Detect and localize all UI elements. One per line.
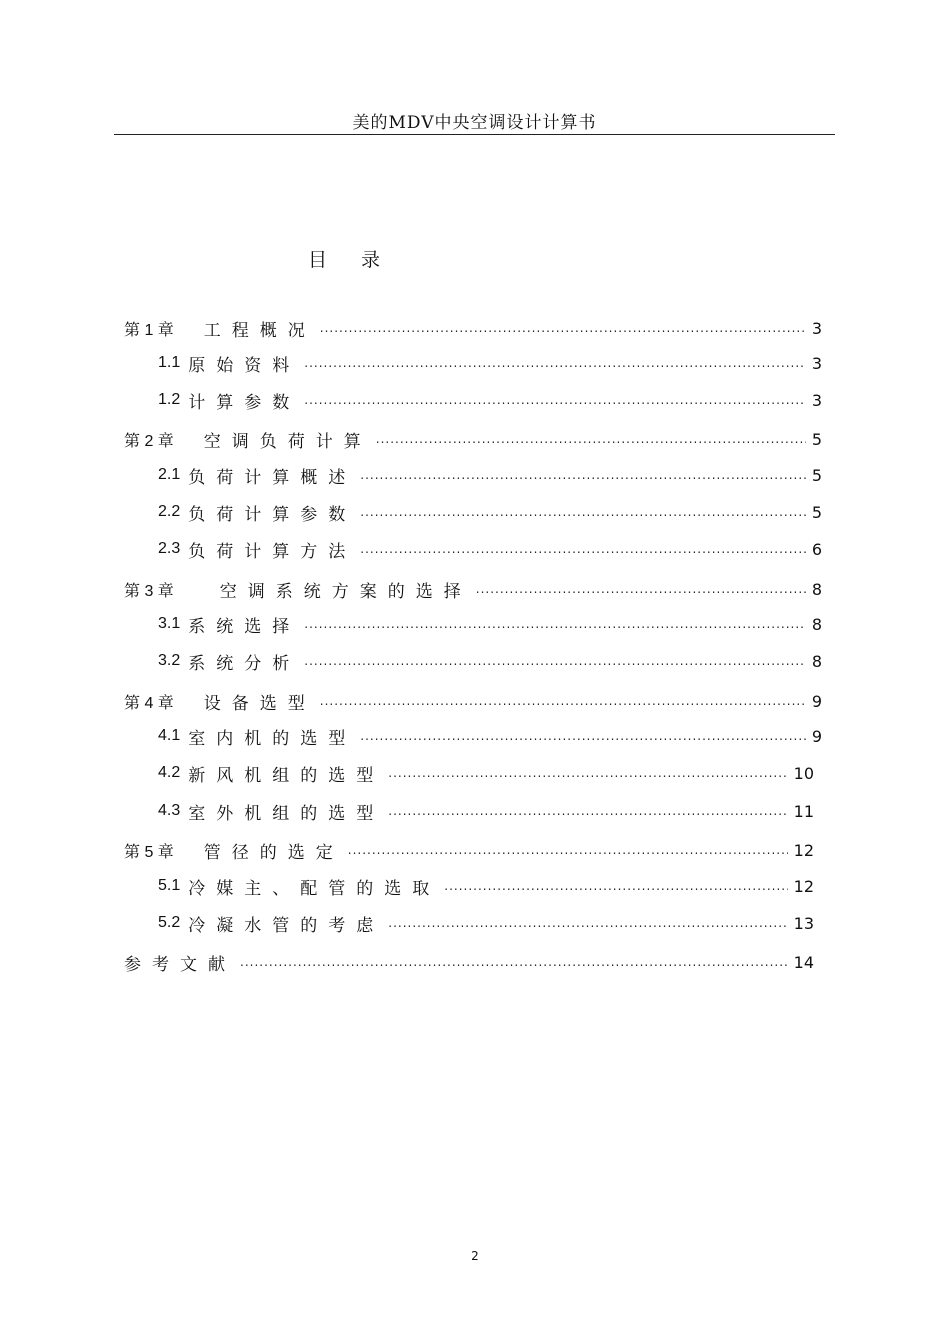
toc-entry-title: 空调负荷计算 (203, 431, 372, 452)
toc-entry-chapter-4[interactable] (124, 690, 822, 712)
toc-entry-title: 冷媒主、配管的选取 (188, 878, 441, 899)
toc-entry-label: 第 2 章 (124, 432, 174, 450)
toc-leader-dots (348, 839, 788, 861)
toc-entry-title: 负荷计算方法 (188, 541, 357, 562)
toc-title: 目 录 (308, 249, 395, 271)
toc-leader-dots (304, 613, 806, 635)
toc-entry-page: 12 (793, 840, 814, 860)
toc-entry-4-1[interactable] (158, 725, 822, 747)
toc-entry-3-1[interactable] (158, 613, 822, 635)
toc-leader-dots (320, 317, 806, 339)
toc-entry-page: 8 (811, 614, 822, 634)
toc-entry-chapter-2[interactable] (124, 428, 822, 450)
toc-entry-4-3[interactable] (158, 800, 814, 822)
toc-entry-title: 系统选择 (188, 616, 301, 637)
toc-leader-dots (376, 428, 806, 450)
toc-leader-dots (320, 690, 806, 712)
toc-entry-label: 5.1 (158, 877, 181, 894)
toc-entry-chapter-5[interactable] (124, 839, 814, 861)
toc-entry-title: 计算参数 (188, 392, 301, 413)
toc-leader-dots (304, 650, 806, 672)
toc-entry-chapter-1[interactable] (124, 317, 822, 339)
toc-entry-page: 8 (811, 579, 822, 599)
toc-leader-dots (444, 875, 787, 897)
toc-entry-page: 3 (811, 318, 822, 338)
toc-entry-page: 3 (811, 390, 822, 410)
toc-entry-title: 原始资料 (188, 355, 301, 376)
toc-entry-2-1[interactable] (158, 464, 822, 486)
toc-entry-label: 3.2 (158, 652, 181, 669)
toc-entry-title: 室内机的选型 (188, 728, 357, 749)
toc-entry-label: 第 3 章 (124, 582, 174, 600)
toc-entry-label: 1.1 (158, 354, 181, 371)
toc-entry-page: 3 (811, 353, 822, 373)
toc-entry-label: 2.3 (158, 540, 181, 557)
toc-entry-page: 9 (811, 726, 822, 746)
toc-leader-dots (476, 578, 806, 600)
toc-entry-title: 室外机组的选型 (188, 803, 385, 824)
toc-entry-label: 2.2 (158, 503, 181, 520)
toc-entry-page: 10 (793, 763, 814, 783)
toc-entry-title: 新风机组的选型 (188, 765, 385, 786)
toc-entry-2-3[interactable] (158, 538, 822, 560)
toc-entry-4-2[interactable] (158, 762, 814, 784)
toc-entry-label: 4.1 (158, 727, 181, 744)
toc-leader-dots (304, 389, 806, 411)
toc-entry-title: 管径的选定 (203, 842, 344, 863)
toc-entry-references[interactable] (124, 951, 814, 973)
toc-entry-page: 9 (811, 691, 822, 711)
toc-entry-label: 第 1 章 (124, 321, 174, 339)
toc-entry-5-1[interactable] (158, 875, 814, 897)
toc-entry-label: 4.2 (158, 764, 181, 781)
toc-entry-page: 11 (793, 801, 814, 821)
toc-leader-dots (304, 352, 806, 374)
toc-entry-title: 冷凝水管的考虑 (188, 915, 385, 936)
toc-entry-page: 5 (811, 429, 822, 449)
toc-entry-1-1[interactable] (158, 352, 822, 374)
toc-leader-dots (388, 800, 787, 822)
toc-entry-title: 设备选型 (203, 693, 316, 714)
toc-entry-1-2[interactable] (158, 389, 822, 411)
toc-entry-page: 12 (793, 876, 814, 896)
toc-leader-dots (360, 501, 806, 523)
toc-entry-label: 第 4 章 (124, 694, 174, 712)
toc-entry-title: 负荷计算参数 (188, 504, 357, 525)
toc-leader-dots (360, 538, 806, 560)
toc-entry-page: 13 (793, 913, 814, 933)
toc-entry-page: 5 (811, 465, 822, 485)
toc-leader-dots (360, 725, 806, 747)
toc-entry-label: 4.3 (158, 802, 181, 819)
toc-leader-dots (240, 951, 788, 973)
toc-entry-page: 8 (811, 651, 822, 671)
toc-entry-3-2[interactable] (158, 650, 822, 672)
toc-entry-label: 3.1 (158, 615, 181, 632)
toc-entry-page: 6 (811, 539, 822, 559)
toc-entry-title: 工程概况 (203, 320, 316, 341)
toc-entry-title: 参考文献 (124, 954, 236, 975)
toc-leader-dots (388, 912, 787, 934)
toc-entry-title: 负荷计算概述 (188, 467, 357, 488)
toc-entry-label: 5.2 (158, 914, 181, 931)
toc-entry-2-2[interactable] (158, 501, 822, 523)
toc-leader-dots (388, 762, 787, 784)
toc-entry-5-2[interactable] (158, 912, 814, 934)
header-title: 美的MDV中央空调设计计算书 (352, 113, 597, 133)
toc-entry-label: 第 5 章 (124, 843, 174, 861)
toc-entry-label: 1.2 (158, 391, 181, 408)
toc-entry-title: 空调系统方案的选择 (219, 581, 472, 602)
toc-entry-chapter-3[interactable] (124, 578, 822, 600)
toc-leader-dots (360, 464, 806, 486)
toc-entry-title: 系统分析 (188, 653, 301, 674)
toc-entry-label: 2.1 (158, 466, 181, 483)
page-number: 2 (471, 1249, 479, 1263)
document-header (114, 108, 835, 135)
toc-entry-page: 5 (811, 502, 822, 522)
toc-entry-page: 14 (793, 952, 814, 972)
